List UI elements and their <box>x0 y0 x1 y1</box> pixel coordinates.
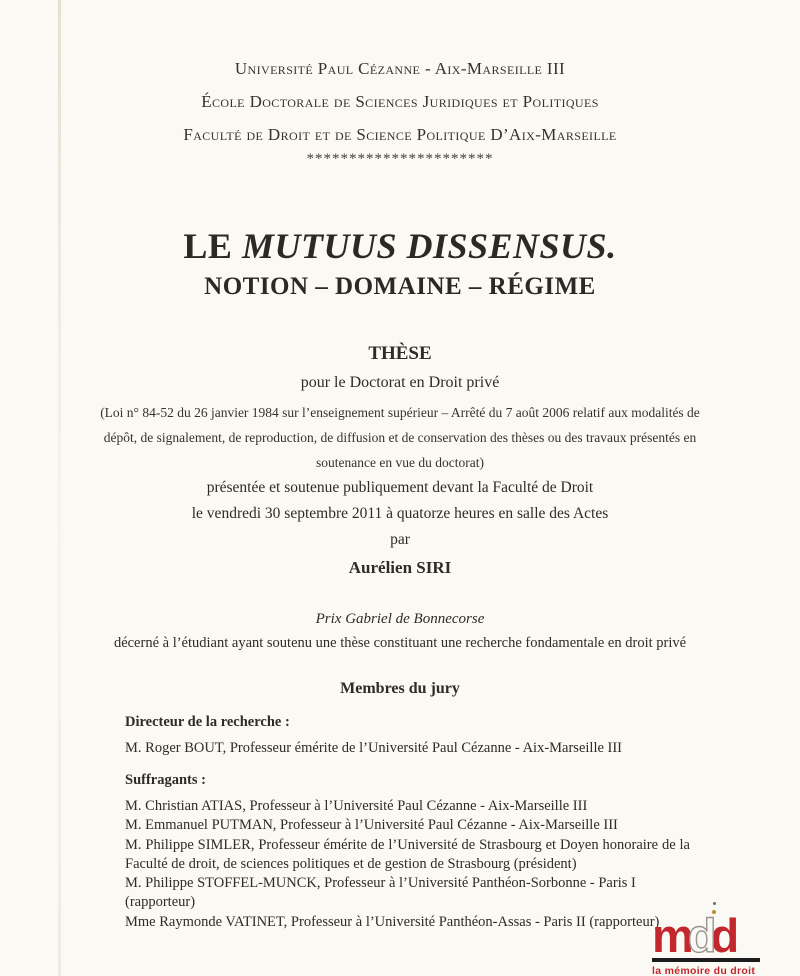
thesis-subtitle: NOTION – DOMAINE – RÉGIME <box>204 273 596 300</box>
defense-info <box>0 475 800 581</box>
jury-member: Mme Raymonde VATINET, Professeur à l’Université Panthéon-Assas - Paris II (rapporteur) <box>125 913 660 930</box>
prize-section <box>0 607 800 655</box>
defense-line-1: présentée et soutenue publiquement devant la Faculté de Droit <box>206 479 594 496</box>
by-label: par <box>390 531 410 548</box>
director-label: Directeur de la recherche : <box>125 714 290 730</box>
these-heading: THÈSE <box>368 343 432 364</box>
jury-heading: Membres du jury <box>340 680 460 697</box>
director-name: M. Roger BOUT, Professeur émérite de l’Université Paul Cézanne - Aix-Marseille III <box>125 740 623 756</box>
defense-line-2: le vendredi 30 septembre 2011 à quatorze heures en salle des Actes <box>191 505 609 522</box>
institution-header <box>0 0 800 170</box>
logo-letter-m: m <box>652 909 691 962</box>
logo-letter-d: d <box>710 909 737 962</box>
logo-dot-icon <box>713 902 716 905</box>
prize-name: Prix Gabriel de Bonnecorse <box>315 611 485 627</box>
title-article: LE <box>183 226 233 266</box>
jury-member: M. Philippe STOFFEL-MUNCK, Professeur à l’Université Panthéon-Sorbonne - Paris I (rapporteur) <box>125 875 636 911</box>
logo-tagline: la mémoire du droit <box>652 965 756 976</box>
jury-members-list <box>125 797 690 932</box>
jury-member: M. Philippe SIMLER, Professeur émérite de l’Université de Strasbourg et Doyen honoraire de la Faculté de droit, de sciences politiques et de gestion de Strasbourg (président) <box>125 836 690 872</box>
jury-block <box>125 711 690 932</box>
mdd-wordmark-icon <box>652 909 782 962</box>
doctoral-school-name: École Doctorale de Sciences Juridiques et Politiques <box>201 92 599 111</box>
thesis-title <box>0 226 800 266</box>
prize-description: décerné à l’étudiant ayant soutenu une thèse constituant une recherche fondamentale en droit privé <box>113 635 687 651</box>
mdd-logo <box>652 909 782 976</box>
legal-note: (Loi n° 84-52 du 26 janvier 1984 sur l’enseignement supérieur – Arrêté du 7 août 2006 relatif aux modalités de dépôt, de signalement, de reproduction, de diffusion et de conservation des thèses ou des travaux présentés en soutenance en vue du doctorat) <box>100 405 700 470</box>
author-name: Aurélien SIRI <box>348 558 452 577</box>
title-latin: MUTUUS DISSENSUS. <box>241 226 617 266</box>
logo-letter-d-outline: d <box>687 909 714 962</box>
suffragants-label: Suffragants : <box>125 772 206 788</box>
asterisk-separator: ********************** <box>306 151 494 167</box>
university-name: Université Paul Cézanne - Aix-Marseille III <box>234 59 566 78</box>
jury-member: M. Emmanuel PUTMAN, Professeur à l’Université Paul Cézanne - Aix-Marseille III <box>125 817 618 834</box>
jury-member: M. Christian ATIAS, Professeur à l’Université Paul Cézanne - Aix-Marseille III <box>125 798 588 814</box>
degree-line: pour le Doctorat en Droit privé <box>300 374 500 391</box>
faculty-name: Faculté de Droit et de Science Politique D’Aix-Marseille <box>183 125 617 144</box>
